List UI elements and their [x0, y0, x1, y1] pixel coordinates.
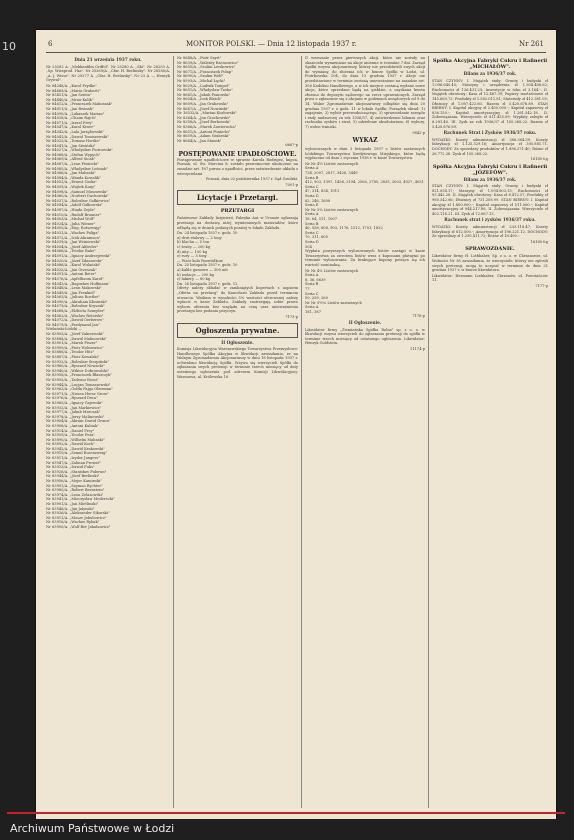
- list-item: Nr 8661/A. „Jakub Pomorski": [177, 92, 231, 97]
- list-item: a) drut stalowy — 2 tony: [177, 235, 222, 240]
- list-item: Nr 84084/A. „Wanda Kowalik": [46, 175, 101, 180]
- list-item: Nr 83926/A. „Aleksander Sikorski": [46, 511, 110, 516]
- company-title: Spółka Akcyjna Fabryki Cukru i Rafinerii „JÓZEFÓW".: [432, 163, 548, 176]
- list-item: Nr 83991/A. „Szymon Rychter": [46, 483, 103, 488]
- list-item: Nr 8639/A. „Walenty Rzonsowicz": [177, 60, 239, 65]
- list-item: Nr 83956/A. „Mejer Kaminski": [46, 479, 102, 484]
- list-item: Nr 8664/A. „Jan Stanek": [177, 138, 222, 143]
- list-item: Nr 83919/A. „Szmul Rosenzweig": [46, 451, 108, 456]
- list-item: Nr 8364/A. „Jan Grochowski": [177, 115, 231, 120]
- series-line: Seria A: [305, 166, 319, 171]
- list-item: c) śruby — 200 kg: [177, 245, 211, 249]
- series-line: Seria C: [305, 184, 319, 189]
- list-item: Nr 84005/A. „Eng. Rotszwajg": [46, 226, 102, 231]
- series-line: 412, 903, 1397, 1436, 2194, 2506, 2785, 2835, 3003, 4027, 4051: [305, 180, 424, 185]
- list-item: Nr 84091/A. „Antoni Beter": [46, 272, 97, 277]
- list-item: Nr 84031/A. „Wacław Paliga": [46, 230, 100, 235]
- list-item: Nr 84003/A. „Michał Wolf": [46, 217, 95, 222]
- series-list: [305, 162, 425, 249]
- list-item: Nr 8648/A. „Piotr Szyrt": [177, 56, 222, 60]
- list-item: Nr 84071/A. „Izrael Frey": [46, 120, 94, 125]
- list-item: Nr 8609/A. „Jan Grabowski": [177, 101, 229, 106]
- list-item: Nr 83916/A. „Wacław Rybak": [46, 520, 100, 525]
- list-item: Nr 83926/A. „Stanisław Pulerun": [46, 469, 107, 474]
- archive-name: Archiwum Państwowe w Łodzi: [10, 822, 175, 835]
- licytacje-box: [177, 190, 298, 205]
- reference-number: 6667-p: [285, 143, 298, 148]
- sprawozdanie-sign: Likwidator: Hermann Liebhaber, Chrzanów, ul. Powstańców 11.: [432, 273, 548, 283]
- series-line: Seria E: [305, 203, 319, 208]
- list-item: Nr 16532/A. „Marian Kozłowski": [177, 111, 237, 116]
- wykaz-text: wylosowanych w dniu 3 listopada 1937 r. listów zastawnych Łódzkiego Towarzystwa Kredytowego Miejskiego, które będą wypłacone od dnia 2 stycznia 1938 r. w kasie Towarzystwa.: [305, 147, 425, 161]
- list-item: Nr 84060/A. „Norbert Dachowski": [46, 194, 109, 199]
- postepowanie-text: Postępowanie upadłościowe w sprawie Karola Rodrigez, kupca, Poznań, ul. Św. Marcina 8, zostało prawomocnie ukończone na zasadzie art. 167 prawa o upadłości, przez zatwierdzenie układu z wierzycielami.: [177, 157, 298, 176]
- account-text: WYDATKI: Koszty administracji zł 386.364.59; Koszty fabrykacji zł 1.125.529.16; Amortyzacja zł 305.881.71. DOCHODY: Ze sprzedaży produktów zł 1.896.271.40; Różne zł 26.772.28. Zysk zł 105.268.22.: [432, 137, 548, 156]
- series-line: 82, 246, 1608: [305, 198, 331, 203]
- account-heading: Rachunek strat i zysków 1936/37 roku.: [444, 217, 536, 223]
- column-1: [46, 56, 170, 808]
- series-line: Seria C: [305, 291, 319, 296]
- list-item: Nr 83892/A. „Dawid Koch": [46, 442, 95, 447]
- przetarg-items: [177, 231, 298, 286]
- przetarg-tail: Oferty należy składać w zamkniętych kopertach z napisem „Oferta na przetarg" do Kancelarii Zakładu przed terminem otwarcia. Wadium w wysokości 5% wartości oferowanej należy wpłacić w kasie Zakładu. Zakłady zastrzegają sobie prawo wyboru oferenta bez względu na cenę oraz unieważnienia przetargu bez podania przyczyn.: [177, 286, 298, 314]
- series-line: 46, 558, 808, 903, 1176, 1512, 1703, 1832: [305, 226, 383, 231]
- series-line: Seria B: [305, 221, 319, 226]
- list-item: Nr 83886/A. „Teodor Hitz": [46, 350, 95, 355]
- list-item: Nr 83900/A. „Wolf Ber Jakubowicz": [46, 524, 111, 529]
- corner-mark: 10: [2, 40, 16, 53]
- list-item: Nr 83976/A. „Ryszard Dera": [46, 396, 98, 401]
- list-item: Nr 84066/A. „Teodor Rabe": [46, 249, 97, 254]
- list-item: Nr 84020/A. „Józef Zdanowski": [46, 258, 103, 263]
- list-item: Nr 84090/A. „Lukaszek Marian": [46, 111, 105, 116]
- list-item: Nr 83908/A. „Antoni Kubiak": [46, 423, 99, 428]
- ogloszenia-title: Ogłoszenia prywatne.: [195, 325, 280, 335]
- account-heading: Rachunek Strat i Zysków 1936/37 roku.: [443, 130, 537, 136]
- list-item: Nr 83887/A. „Piotr Kowalski": [46, 355, 100, 359]
- list-item: Nr 83978/A. „Jerzy Malinowski": [46, 414, 105, 419]
- archive-footer: [0, 819, 574, 840]
- list-item: Nr 8690/A. „Szulim Wolf": [177, 74, 224, 79]
- header-rule: [46, 52, 546, 53]
- balance-text: STAN CZYNNY: I. Majątek stały: Grunty i budynki zł 1.096.640.45; Maszyny i urządzenia zł 1.954.488.62; Ruchomości zł 126.431.25; Inwestycje w toku zł 3.164.-. II. Majątek obrotowy: Kasa zł 12.467.39; Papiery wartościowe zł 145.669.72; Produkty zł 1.582.011.81; Materiały zł 412.381.05; Dłużnicy zł 1.087.422.60. Razem zł 5.420.676.89. STAN BIERNY: I. Kapitał akcyjny zł 2.400.000.-; Kapitał zapasowy zł 836.150.-; Kapitał amortyzacyjny zł 1.261.542.18. II. Zobowiązania: Wierzyciele zł 811.435.09; Wypłaty zaległe zł 6.281.40. III. Zysk za rok 1936/37 zł 105.268.22. Razem zł 5.420.676.89.: [432, 78, 548, 129]
- series-line: Seria B: [305, 175, 319, 180]
- list-item: Nr 84052/A. „Ernest Gadia": [46, 180, 97, 185]
- archive-red-line: [7, 812, 565, 814]
- list-item: Nr 8593/A. „Michał Łęcki": [177, 78, 226, 83]
- przetarg-text: Państwowe Zakłady Inżynierii, Fabryka Aut w Ursusie ogłaszają przetargi na dostawę niżej wymienionych materiałów, które odbędą się w dniach podanych poniżej w lokalu Zakładu.: [177, 216, 298, 230]
- list-item: Nr 84062/A. „Waclaw Reterski": [46, 313, 104, 318]
- reference-number: 11174-p: [410, 347, 425, 352]
- series-line: 6, 36, 6639: [305, 277, 326, 282]
- list-item: Nr 84098/A. „Samuel Muszowski": [46, 189, 108, 194]
- list-item: Nr 83965/A. „Ignacy Gajewski": [46, 400, 103, 405]
- list-item: Nr 83941/A. „Mieczysław Mederecki": [46, 497, 115, 502]
- wykaz-title: WYKAZ: [352, 137, 378, 145]
- licytacje-title: Licytacje i Przetargi.: [196, 193, 279, 203]
- list-item: b) izolacje — 200 kg: [177, 272, 214, 277]
- list-item: Nr 84028/A. „Chaim Rajch": [46, 116, 97, 121]
- list-item: Dn. 25 listopada 1937 r. godz. 10: [177, 263, 238, 268]
- series-line: 18, 64, 511, 1007: [305, 217, 338, 221]
- column-divider: [428, 56, 429, 808]
- series-line: 504: [305, 244, 312, 249]
- reference-number: 7173-p: [285, 314, 298, 319]
- series-line: Seria A: [305, 305, 319, 310]
- list-item: Nr 84612/A. „Franciszek Makuszak": [46, 102, 113, 107]
- list-item: d) nity — 100 kg: [177, 249, 208, 254]
- list-item: c) lakiery — 80 kg: [177, 277, 211, 282]
- list-item: Nr 84043/A. „Bogusław Hoffmann": [46, 281, 110, 286]
- postepowanie-sign: Poznań, dnia 22 października 1937 r. Sąd Grodzki.: [206, 177, 298, 182]
- list-item: Nr 84041/A. „Jan Siwiński": [46, 143, 96, 148]
- list-item: Nr 84010/A. „Rudolf Brauner": [46, 212, 102, 217]
- column-divider: [173, 56, 174, 808]
- list-item: e) rury — 3 tony: [177, 254, 207, 259]
- list-item: Nr 84037/A. „Bolesław Gołkiewicz": [46, 198, 111, 203]
- list-item: a) kable gumowe — 500 mb: [177, 267, 228, 272]
- column-4: [432, 56, 548, 808]
- sprawozdanie-text: Likwidator firmy H. Liebhaber, Sp. z o. o. w Chrzanowie, ul. Wolności Nr 38 zawiadamia, że wierzyciele, którzy nie zgłosili swych pretensji, mogą to uczynić w terminie do dnia 31 grudnia 1937 r. w biurze likwidatora.: [432, 254, 548, 273]
- list-item: Nr 83942/A. „Dawid Krakowski": [46, 446, 105, 451]
- list-item: Nr 84049/A. „Jan Frenkiel": [46, 290, 96, 295]
- list-item: Nr 8651/A. „Władysław Tasko": [177, 88, 233, 93]
- list-item: Nr 83944/A. „Lucjan Tomaszewski": [46, 382, 111, 387]
- list-item: Nr 84027/A. „Władysław Piotrowski": [46, 148, 113, 153]
- list-item: Nr 83974/A. „Leon Zelazowski": [46, 492, 104, 497]
- list-item: Nr 8366/A. „Marek Zawierucha": [177, 124, 237, 129]
- series-line: Nr Nr 5% Listów zastawnych: [305, 207, 359, 212]
- wyplata-text: Wypłata powyższych wylosowanych listów nastąpi w kasie Towarzystwa za zwrotem listów wraz z kuponami płatnymi po terminie wylosowania. Za brakujące kupony potrąca się ich wartość nominalną.: [305, 249, 425, 267]
- list-item: Nr 83940/A. „Wiktor Dobrowolski": [46, 368, 110, 373]
- list-item: Nr 84048/A. „Leon Makowski": [46, 286, 102, 291]
- list-item: Nr 83977/A. „Jakub Marczak": [46, 410, 101, 415]
- list-item: Nr 84059/A. „Wojtek Karp": [46, 185, 96, 190]
- list-item: Nr 84072/A. „Icek Abramson": [46, 235, 101, 240]
- list-item: Nr 83888/A. „Dawid Malinowski": [46, 336, 107, 341]
- newspaper-page: [36, 30, 556, 820]
- ogloszenie-text: Komisja Likwidacyjna Warszawskiego Towarzystwa Przemysłowo-Handlowego Spółka Akcyjna w likwidacji zawiadamia, że na Walnym Zgromadzeniu Akcjonariuszy w dniu 18 listopada 1937 r. uchwalono likwidację Spółki. Wzywa się wierzycieli Spółki do zgłaszania swych pretensji w terminie trzech miesięcy od daty ostatniego ogłoszenia pod adresem Komisji Likwidacyjnej: Warszawa, ul. Królewska 16.: [177, 347, 298, 379]
- przetarg-heading: PRZETARGI: [220, 208, 255, 215]
- intro-paragraph: Nr 25282 A. „Mekkanfilm Griffel". Nr 25280 A. „Ski". Nr 28259 A. „Sp. Wiesprod. I-ka". Nr 25289/A. „Cfar. H. Berlinsky". Nr 28280/A. „A. J. Wisse". Nr 29277 A. „Cfar. H. Berlinsky". Nr 23 A. — Henryk Grywal".: [46, 64, 170, 83]
- list-item: Nr 84091/A. „Ignacy Andrzejewski": [46, 253, 111, 258]
- list-item: — Wzór kolo Rozwódkow.: [177, 258, 224, 263]
- entry-list: [177, 56, 298, 143]
- reference-number: 7176-p: [412, 314, 425, 319]
- series-line: Nr Nr 5½% Listów zastawnych: [305, 300, 362, 305]
- list-item: Nr 83911/A. „Mosze Jakubowicz": [46, 515, 107, 520]
- list-item: Nr 8671/A. „Franciszek Połap": [177, 69, 233, 74]
- date-heading: Dnia 21 września 1937 roku.: [74, 57, 142, 62]
- list-item: Nr 84079/A. „Ferdynand Jan": [46, 322, 100, 327]
- series-line: 50, 259, 260: [305, 296, 328, 301]
- reference-number: 7001-p: [285, 182, 298, 187]
- series-line: Seria A: [305, 212, 319, 217]
- list-item: Nr 83890/A. „Wilhelm Malinski": [46, 437, 105, 442]
- page-header: [36, 38, 556, 52]
- list-item: Nr 8659/A. „Adam Grabeski": [177, 134, 230, 139]
- list-item: Nr 8651/A. „Antoni Poniecki": [177, 129, 231, 134]
- list-item: Nr 8655/A. „Szulim Lewkowicz": [177, 65, 236, 70]
- list-item: Nr 83955/A. „Tadeusz Rossi": [46, 377, 99, 382]
- list-item: Nr 8604/A. „Icek Bleich": [177, 97, 223, 102]
- list-item: Nr 84087/A. „Hinda Zejde": [46, 208, 96, 212]
- page-number: 6: [48, 40, 53, 48]
- list-item: Nr 83932/A. „Jan Markiewicz": [46, 405, 102, 410]
- list-item: Nr 84039/A. „Jan Wiśniewski": [46, 240, 101, 245]
- reference-number: 7177-p: [535, 283, 548, 288]
- header-title: MONITOR POLSKI. — Dnia 12 listopada 1937 r.: [186, 40, 357, 48]
- list-item: Nr 84076/A. „Apfelbaum Karol": [46, 276, 104, 281]
- series-line: Seria D: [305, 239, 319, 244]
- column-divider: [301, 56, 302, 808]
- list-item: b) blacha — 5 ton: [177, 240, 210, 245]
- series-line: 77: [305, 286, 310, 291]
- series-line: 734, 2007, 2817, 3428, 3449: [305, 171, 358, 176]
- list-item: Nr 8667/A. „Józef Nowiński": [177, 106, 229, 111]
- list-item: Nr 84094/A. „Adolf Gołkowski": [46, 203, 103, 208]
- list-item: Nr 84440/A. „Mrau-Kulik": [46, 97, 94, 102]
- list-item: Nr 84067/A. „Leon Piwnicki": [46, 162, 99, 167]
- list-item: Nr 84086/A. „Karol Wolański": [46, 263, 101, 268]
- series-line: Seria B: [305, 282, 319, 287]
- series-list: [305, 269, 425, 315]
- series-line: Seria A: [305, 273, 319, 278]
- list-item: Nr 83971/A. „Nissen Hersz Gross": [46, 391, 109, 396]
- list-item: Nr 83963/A. „Gołda Fajga Oberman": [46, 387, 113, 392]
- entry-list: [46, 84, 170, 530]
- list-item: Nr 84086/A. „Jan Malinski": [46, 171, 96, 176]
- list-item: Nr 84011/A. „Jan Rwinak": [46, 106, 94, 111]
- list-item: Nr 83959/A. „Teodor Peza": [46, 433, 96, 438]
- list-item: Nr 8358/A. „Józef Borkowski": [177, 120, 231, 125]
- balance-text: STAN CZYNNY: I. Majątek stały: Grunty i budynki zł 821.054.17; Maszyny zł 1.094.803.15; Ruchomości zł 93.442.28. II. Majątek obrotowy: Kasa zł 8.412.57; Produkty zł 980.542.06; Dłużnicy zł 731.208.99. STAN BIERNY: I. Kapitał akcyjny zł 1.800.000.-; Kapitał zapasowy zł 511.060.-; Kapitał amortyzacyjny zł 944.217.88. II. Zobowiązania: Wierzyciele zł 402.118.21. III. Zysk zł 72.067.13.: [432, 184, 548, 216]
- list-item: Nr 83985/A. „Robert Bernstein": [46, 488, 105, 493]
- series-line: 47, 314, 834, 1911: [305, 189, 340, 194]
- list-item: Nr 84090/A. „Abraham Kłosinski": [46, 299, 108, 304]
- list-item: Nr 83901/A. „Marek Fiszer": [46, 341, 98, 346]
- list-item: Nr 84069/A. „Alfred Sicak": [46, 157, 96, 162]
- list-item: Nr 83960/A. „Ryszard Nowacki": [46, 364, 105, 369]
- list-item: Nr 84079/A. „Bolesław Kryszak": [46, 304, 105, 309]
- list-item: Nr 84041/A. „Dawid Tomiszewski": [46, 134, 109, 139]
- series-line: 181, 387: [305, 309, 322, 314]
- series-line: Seria C: [305, 230, 319, 235]
- list-item: Nr 84068/A. „Elżbieta Sznejder": [46, 309, 106, 314]
- series-line: Nr Nr 4½ Listów zastawnych: [305, 161, 359, 166]
- list-item: Nr 84054/A. „Józef Alfreder": [46, 244, 99, 249]
- balance-heading: Bilans za 1936/37 rok.: [463, 71, 517, 76]
- list-item: Dn. 24 listopada 1937 r. godz. 10: [177, 231, 238, 236]
- list-item: Nr 84025/A. „Tomasz Hortke": [46, 139, 101, 144]
- list-item: Nr 83901/A. „Jan Mietlinski": [46, 502, 99, 506]
- reference-number: 16185-Łg: [530, 157, 548, 162]
- list-item: Nr 83958/A. „Franciszek Błaszczyk": [46, 373, 112, 378]
- list-item: Nr 84072/A. „Dawid Gerberow": [46, 318, 104, 323]
- issue-number: Nr 261: [518, 40, 544, 48]
- notice-text: II wezwanie przez pierwszych akcji, które nie zostały na okazicielu wymienione na akcje imienne w terminie 7 dni. Zarząd Spółki wzywa akcjonariuszy, którzy nie przedstawili swych akcji do wymiany, do złożenia ich w biurze Spółki w Łodzi, ul. Piotrkowska 104, do dnia 15 grudnia 1937 r. Akcje nie przedstawione w terminie zostaną unieważnione na zasadzie art. 356 Kodeksu Handlowego, a w ich miejsce zostaną wydane nowe akcje, które sprzedane będą na giełdzie, a uzyskana kwota złożona do depozytu sądowego na rzecz uprawnionych. Zarząd prosi o zgłaszanie się z akcjami w godzinach urzędowych od 9 do 14. Walne Zgromadzenie akcjonariuszy odbędzie się dnia 20 grudnia 1937 r. o godz. 11 w lokalu Spółki. Porządek obrad: 1) zagajenie, 2) wybór przewodniczącego, 3) sprawozdanie zarządu i rady nadzorczej za rok 1936/37, 4) zatwierdzenie bilansu oraz rachunku zysków i strat, 5) udzielenie absolutorium, 6) wybory, 7) wolne wnioski.: [305, 56, 425, 129]
- list-item: Nr 83923/A. „Dawid Fuks": [46, 465, 95, 470]
- list-item: Nr 84025/A. „Jan Grzeszak": [46, 267, 97, 272]
- reference-number: 16185-Łg: [530, 239, 548, 244]
- list-item: Nr 84248/A. „Karol Frydke": [46, 83, 97, 88]
- list-item: Nr 83947/A. „Zalman Prowat": [46, 460, 101, 465]
- column-2: [177, 56, 298, 808]
- reference-number: 9842-p: [412, 130, 425, 135]
- account-text: WYDATKI: Koszty administracji zł 233.118.47; Koszty fabrykacji zł 812.500.-; Amortyzacja zł 196.221.12. DOCHODY: Ze sprzedaży zł 1.295.411.72; Różne zł 18.495.-.: [432, 225, 548, 239]
- ogloszenia-box: [177, 323, 298, 338]
- list-item: Dn. 26 listopada 1937 r. godz. 12: [177, 281, 238, 286]
- list-item: Nr 8629/A. „Ludwik Tompel": [177, 83, 230, 88]
- ogloszenie-heading: II Ogłoszenie.: [221, 339, 254, 345]
- list-item: Nr 83903/A. „Józef Zakrzewski": [46, 332, 104, 337]
- list-item: Nr 83914/A. „Daniel Frey": [46, 428, 95, 433]
- company-title: Spółka Akcyjna Fabryki Cukru i Rafinerii „MICHAŁÓW".: [432, 58, 548, 70]
- list-item: Nr 83904/A. „Abram Dawid Grunn": [46, 419, 111, 424]
- list-item: Nr 84068/A. „Stefan Wypych": [46, 152, 101, 157]
- list-item: Nr 84042/A. „Lala Jarzębowski": [46, 129, 105, 134]
- list-item: Nr 84669/A. „Maria Graberti": [46, 88, 101, 93]
- list-item: Nr 83909/A. „Piotr Wolniewicz": [46, 345, 104, 350]
- list-item: Nr 84024/A. „Julia Wiener": [46, 221, 96, 226]
- list-item: Wieluński-Łódzki —: [46, 327, 82, 332]
- sprawozdanie-title: SPRAWOZDANIE.: [465, 246, 515, 253]
- postepowanie-title: POSTĘPOWANIE UPADŁOŚCIOWE.: [178, 150, 297, 158]
- series-line: Nr Nr 4% Listów zastawnych: [305, 268, 359, 273]
- list-item: Nr 84085/A. „Władysław Leśniak": [46, 166, 108, 171]
- list-item: Nr 84063/A. „Juliusz Roetler": [46, 295, 100, 300]
- series-line: Seria D: [305, 194, 319, 199]
- ogloszenie-heading: II Ogłoszenie.: [348, 320, 382, 326]
- list-item: Nr 84047/A. „Karol Kiwer": [46, 125, 95, 130]
- series-line: 70, 311, 605: [305, 235, 328, 240]
- column-3: [305, 56, 425, 808]
- list-item: Nr 83911/A. „Izydor Jungers": [46, 456, 100, 461]
- list-item: Nr 83932/A. „Bolesław Sierpiński": [46, 359, 109, 364]
- list-item: Nr 83946/A. „Jan Jalynski": [46, 506, 95, 511]
- list-item: Nr 83451/A. „Jan Sztein": [46, 93, 92, 98]
- ogloszenie-text: Likwidator firmy „Ziemiańska Spółka Rolna" sp. z o. o. w likwidacji wzywa wierzycieli do zgłaszania pretensji do spółki w terminie trzech miesięcy od ostatniego ogłoszenia. Likwidator: Henryk Goldstein.: [305, 327, 425, 346]
- list-item: Nr 83944/A. „Józef Berlinski": [46, 474, 100, 479]
- balance-heading: Bilans za 1936/37 rok.: [463, 176, 517, 182]
